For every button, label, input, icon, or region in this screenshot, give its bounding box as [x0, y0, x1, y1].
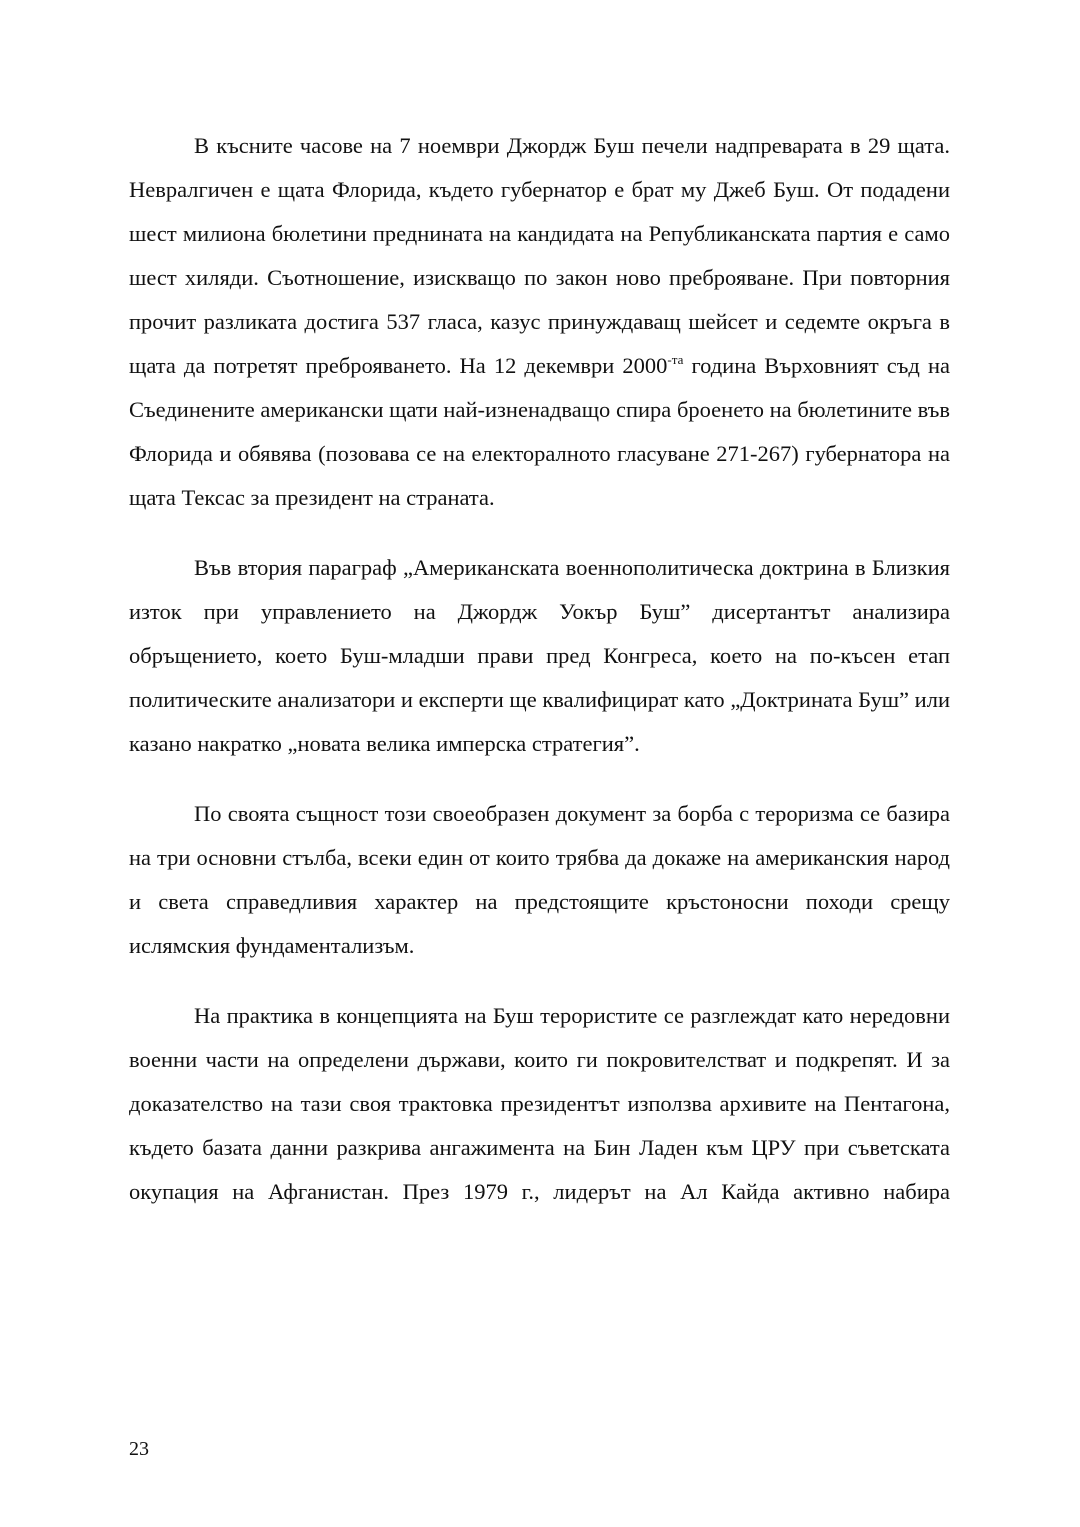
page-number: 23 [129, 1438, 149, 1460]
paragraph-2: Във втория параграф „Американската военнополитическа доктрина в Близкия изток при управлението на Джордж Уокър Буш” дисертантът анализира обръщението, което Буш-младши прави пред Конгреса, което на по-късен етап политическите анализатори и експерти ще квалифицират като „Доктрината Буш” или казано накратко „новата велика имперска стратегия”. [129, 555, 950, 756]
paragraph-1-text: В късните часове на 7 ноември Джордж Буш печели надпреварата в 29 щата. Невралгичен е щата Флорида, където губернатор е брат му Джеб Буш. От подадени шест милиона бюлетини преднината на кандидата на Републиканската партия е само шест хиляди. Съотношение, изискващо по закон ново преброяване. При повторния прочит разликата достига 537 гласа, казус принуждаващ шейсет и седемте окръга в щата да потретят преброяването. На 12 декември 2000 [129, 133, 950, 378]
paragraph-1 [129, 124, 950, 520]
paragraph-1-text-continued: година Върховният съд на Съединените американски щати най-изненадващо спира броенето на бюлетините във Флорида и обявява (позовава се на електоралното гласуване 271-267) губернатора на щата Тексас за президент на страната. [129, 353, 950, 510]
body-text [129, 124, 950, 1214]
paragraph-3: По своята същност този своеобразен документ за борба с тероризма се базира на три основни стълба, всеки един от които трябва да докаже на американския народ и света справедливия характер на предстоящите кръстоносни походи срещу ислямския фундаментализъм. [129, 801, 950, 958]
paragraph-4: На практика в концепцията на Буш терористите се разглеждат като нередовни военни части на определени държави, които ги покровителстват и подкрепят. И за доказателство на тази своя трактовка президентът използва архивите на Пентагона, където базата данни разкрива ангажимента на Бин Ладен към ЦРУ при съветската окупация на Афганистан. През 1979 г., лидерът на Ал Кайда активно набира [129, 1003, 950, 1204]
superscript-ordinal-suffix: -та [667, 352, 684, 367]
